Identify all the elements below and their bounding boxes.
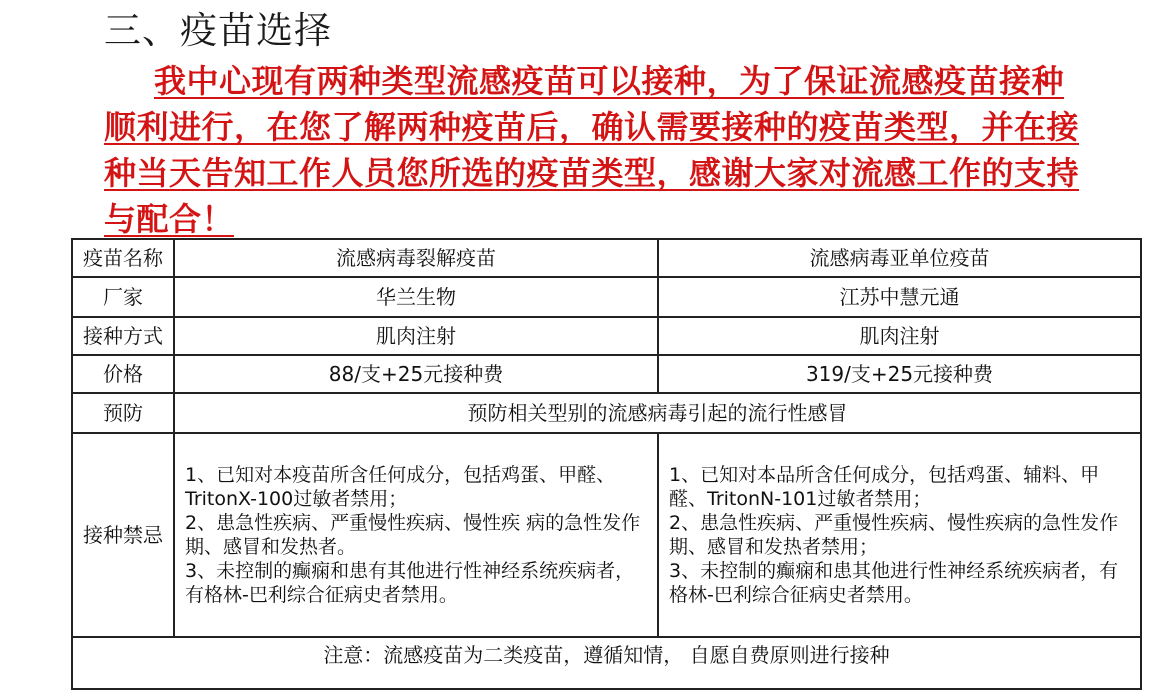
row-label-method: 接种方式 xyxy=(72,317,174,355)
vaccine-a-method: 肌肉注射 xyxy=(174,317,658,355)
contra-a-item-3: 3、未控制的癫痫和患有其他进行性神经系统疾病者，有格林-巴利综合征病史者禁用。 xyxy=(185,560,635,606)
vaccine-b-price: 319/支+25元接种费 xyxy=(658,355,1141,393)
footer-note: 注意：流感疫苗为二类疫苗，遵循知情， 自愿自费原则进行接种 xyxy=(72,637,1141,689)
vaccine-a-maker: 华兰生物 xyxy=(174,277,658,317)
vaccine-a-contraindications xyxy=(174,433,658,637)
table-row xyxy=(72,393,1141,433)
table-row xyxy=(72,355,1141,393)
table-row xyxy=(72,637,1141,689)
vaccine-a-name: 流感病毒裂解疫苗 xyxy=(174,239,658,277)
row-label-price: 价格 xyxy=(72,355,174,393)
vaccine-b-name: 流感病毒亚单位疫苗 xyxy=(658,239,1141,277)
row-label-contra: 接种禁忌 xyxy=(72,433,174,637)
row-label-prevent: 预防 xyxy=(72,393,174,433)
contra-a-item-2: 2、患急性疾病、严重慢性疾病、慢性疾 病的急性发作期、感冒和发热者。 xyxy=(185,512,641,558)
contra-a-item-1: 1、已知对本疫苗所含任何成分，包括鸡蛋、甲醛、TritonX-100过敏者禁用； xyxy=(185,464,616,510)
vaccine-b-contraindications xyxy=(658,433,1141,637)
table-row xyxy=(72,239,1141,277)
row-label-name: 疫苗名称 xyxy=(72,239,174,277)
vaccine-b-maker: 江苏中慧元通 xyxy=(658,277,1141,317)
table-row xyxy=(72,277,1141,317)
vaccine-b-method: 肌肉注射 xyxy=(658,317,1141,355)
table-row xyxy=(72,317,1141,355)
section-title: 三、疫苗选择 xyxy=(104,9,332,52)
contra-b-item-1: 1、已知对本品所含任何成分，包括鸡蛋、辅料、甲醛、TritonN-101过敏者禁用； xyxy=(669,464,1100,510)
contra-b-item-2: 2、患急性疾病、严重慢性疾病、慢性疾病的急性发作期、感冒和发热者禁用； xyxy=(669,512,1119,558)
vaccine-comparison-table xyxy=(71,238,1142,690)
vaccine-a-price: 88/支+25元接种费 xyxy=(174,355,658,393)
row-label-maker: 厂家 xyxy=(72,277,174,317)
prevent-value: 预防相关型别的流感病毒引起的流行性感冒 xyxy=(174,393,1141,433)
notice-text: 我中心现有两种类型流感疫苗可以接种，为了保证流感疫苗接种顺利进行，在您了解两种疫苗后，确认需要接种的疫苗类型，并在接种当天告知工作人员您所选的疫苗类型，感谢大家对流感工作的支持与配合！ xyxy=(104,62,1080,238)
contra-b-item-3: 3、未控制的癫痫和患其他进行性神经系统疾病者，有格林-巴利综合征病史者禁用。 xyxy=(669,560,1119,606)
table-row xyxy=(72,433,1141,637)
